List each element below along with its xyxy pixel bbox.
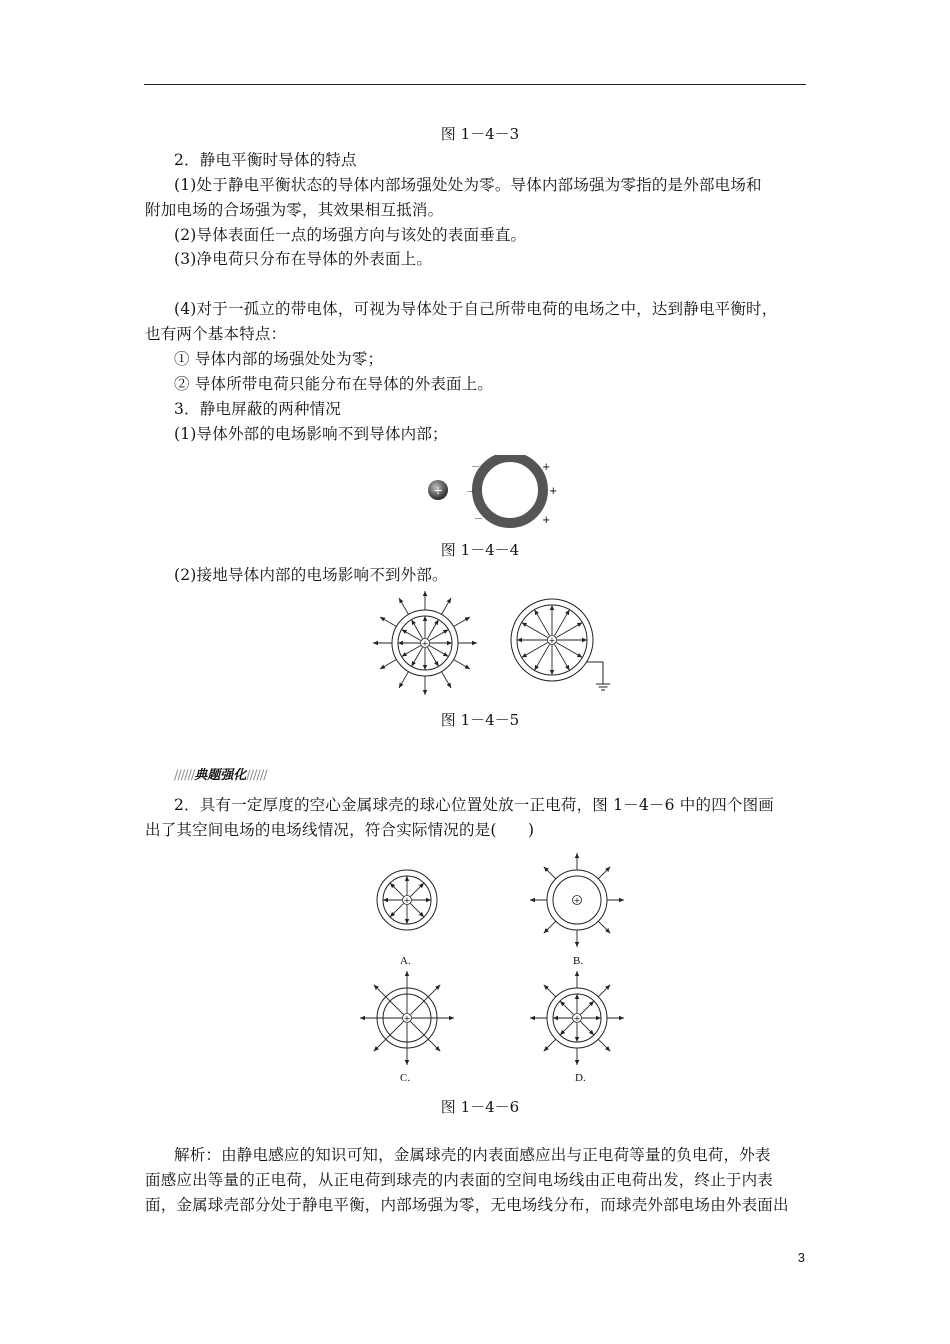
- left-outer-field-line-3-head: [423, 690, 427, 695]
- option-c-field-line-0-head: [449, 1016, 454, 1020]
- option-d-inner-field-line-0-head: [596, 1016, 601, 1020]
- shielding-case-2: (2)接地导体内部的电场影响不到外部。: [174, 566, 448, 584]
- ground-wire: [587, 662, 603, 684]
- right-inner-field-line-6-head: [517, 638, 522, 642]
- option-label-c: C.: [400, 1072, 411, 1084]
- section-heading-2: 2．静电平衡时导体的特点: [174, 151, 357, 169]
- shielding-case-1: (1)导体外部的电场影响不到导体内部；: [174, 425, 448, 443]
- paragraph-1b: 附加电场的合场强为零，其效果相互抵消。: [145, 201, 444, 219]
- section-heading-3: 3．静电屏蔽的两种情况: [174, 400, 342, 418]
- point-charge-sign: +: [432, 483, 444, 498]
- question-line-2: 出了其空间电场的电场线情况，符合实际情况的是( ): [145, 821, 535, 839]
- option-d-outer-field-line-2-head: [575, 1060, 579, 1065]
- analysis-line-1: 解析：由静电感应的知识可知，金属球壳的内表面感应出与正电荷等量的负电荷，外表: [174, 1146, 771, 1164]
- right-inner-field-line-3-head: [550, 670, 554, 675]
- option-a-inner-field-line-6-head: [405, 876, 409, 881]
- paragraph-4b: 也有两个基本特点：: [145, 325, 287, 343]
- figure-caption-1-4-3: 图 1－4－3: [440, 125, 520, 143]
- shell-right-sign-3: +: [542, 515, 551, 526]
- left-inner-field-line-0-head: [447, 641, 452, 645]
- left-center-charge-sign: +: [421, 639, 429, 648]
- paragraph-4a: (4)对于一孤立的带电体，可视为导体处于自己所带电荷的电场之中，达到静电平衡时，: [174, 300, 778, 318]
- paragraph-3: (3)净电荷只分布在导体的外表面上。: [174, 250, 433, 268]
- option-b-outer-field-line-2-head: [575, 942, 579, 947]
- option-d-inner-field-line-2-head: [575, 1037, 579, 1042]
- option-b-charge-sign: +: [573, 896, 581, 905]
- banner-label: 典题强化: [194, 768, 247, 783]
- option-label-d: D.: [575, 1072, 586, 1084]
- left-outer-field-line-6-head: [373, 641, 378, 645]
- figure-caption-1-4-6: 图 1－4－6: [440, 1098, 520, 1116]
- figure-1-4-6-diagram: [345, 850, 635, 1090]
- shell-right-sign-2: +: [549, 486, 558, 497]
- left-outer-field-line-9-head: [423, 591, 427, 596]
- characteristic-2: ② 导体所带电荷只能分布在导体的外表面上。: [174, 375, 494, 393]
- figure-caption-1-4-4: 图 1－4－4: [440, 541, 520, 559]
- option-a-inner-field-line-2-head: [405, 919, 409, 924]
- option-a-inner-field-line-0-head: [426, 898, 431, 902]
- left-inner-field-line-6-head: [398, 641, 403, 645]
- option-c-field-line-6-head: [405, 971, 409, 976]
- option-c-field-line-4-head: [360, 1016, 365, 1020]
- page-number: 3: [797, 1250, 805, 1265]
- shell-left-sign-1: －: [471, 463, 481, 473]
- analysis-line-2: 面感应出等量的正电荷，从正电荷到球壳的内表面的空间电场线由正电荷出发，终止于内表: [145, 1171, 774, 1189]
- option-d-outer-field-line-4-head: [530, 1016, 535, 1020]
- left-inner-field-line-9-head: [423, 616, 427, 621]
- header-rule: [144, 84, 806, 85]
- shell-right-sign-1: +: [542, 462, 551, 473]
- right-inner-field-line-0-head: [582, 638, 587, 642]
- right-center-charge-sign: +: [548, 636, 556, 645]
- left-inner-field-line-3-head: [423, 665, 427, 670]
- paragraph-2: (2)导体表面任一点的场强方向与该处的表面垂直。: [174, 226, 527, 244]
- option-a-inner-field-line-4-head: [383, 898, 388, 902]
- option-b-outer-field-line-0-head: [619, 898, 624, 902]
- figure-1-4-4-diagram: [420, 455, 560, 530]
- shell-left-sign-2: －: [466, 488, 476, 498]
- right-inner-field-line-9-head: [550, 605, 554, 610]
- question-line-1: 2．具有一定厚度的空心金属球壳的球心位置处放一正电荷，图 1－4－6 中的四个图画: [174, 796, 775, 814]
- option-label-b: B.: [573, 955, 584, 967]
- banner-hatch-left: //////: [174, 768, 195, 783]
- analysis-line-3: 面，金属球壳部分处于静电平衡，内部场强为零，无电场线分布，而球壳外部电场由外表面出: [145, 1196, 789, 1214]
- left-outer-field-line-0-head: [472, 641, 477, 645]
- figure-1-4-5-diagram: [365, 588, 625, 698]
- option-d-charge-sign: +: [573, 1014, 581, 1023]
- conductor-shell: [477, 457, 543, 523]
- option-d-inner-field-line-4-head: [553, 1016, 558, 1020]
- option-b-outer-field-line-4-head: [530, 898, 535, 902]
- shell-left-sign-3: －: [474, 515, 484, 525]
- option-c-field-line-2-head: [405, 1060, 409, 1065]
- option-a-charge-sign: +: [403, 896, 411, 905]
- option-label-a: A.: [400, 955, 411, 967]
- option-d-outer-field-line-0-head: [619, 1016, 624, 1020]
- option-d-inner-field-line-6-head: [575, 994, 579, 999]
- option-b-outer-field-line-6-head: [575, 853, 579, 858]
- figure-caption-1-4-5: 图 1－4－5: [440, 711, 520, 729]
- section-banner: [174, 764, 267, 783]
- option-c-charge-sign: +: [403, 1014, 411, 1023]
- option-d-outer-field-line-6-head: [575, 971, 579, 976]
- banner-hatch-right: //////: [246, 768, 267, 783]
- paragraph-1a: (1)处于静电平衡状态的导体内部场强处处为零。导体内部场强为零指的是外部电场和: [174, 176, 762, 194]
- characteristic-1: ① 导体内部的场强处处为零；: [174, 350, 384, 368]
